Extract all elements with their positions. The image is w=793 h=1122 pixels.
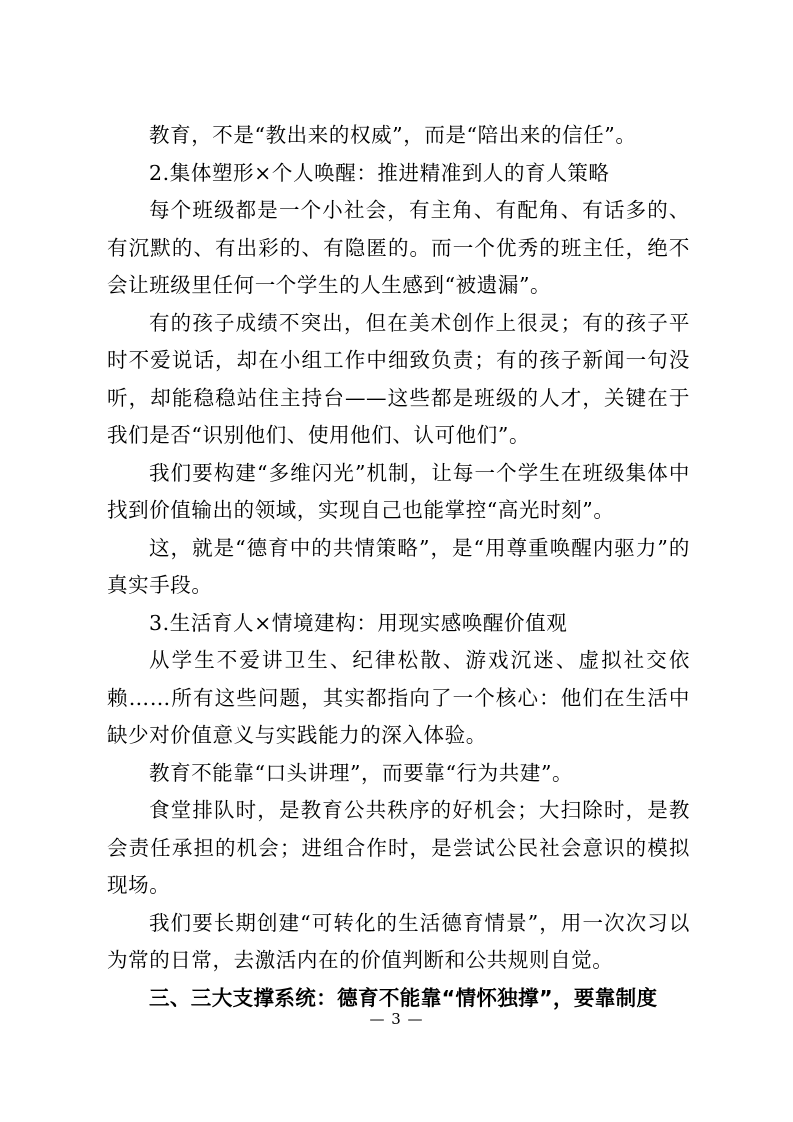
- paragraph: 这，就是“德育中的共情策略”，是“用尊重唤醒内驱力”的真实手段。: [107, 535, 690, 597]
- paragraph: 食堂排队时，是教育公共秩序的好机会；大扫除时，是教会责任承担的机会；进组合作时，是尝试公民社会意识的模拟现场。: [107, 798, 690, 897]
- paragraph: 从学生不爱讲卫生、纪律松散、游戏沉迷、虚拟社交依赖……所有这些问题，其实都指向了一个核心：他们在生活中缺少对价值意义与实践能力的深入体验。: [107, 648, 690, 747]
- section-heading: 三、三大支撑系统：德育不能靠“情怀独撑”，要靠制度: [149, 985, 658, 1010]
- paragraph: 我们要构建“多维闪光”机制，让每一个学生在班级集体中找到价值输出的领域，实现自己也能掌控“高光时刻”。: [107, 460, 690, 522]
- subsection-heading: 3.生活育人×情境建构：用现实感唤醒价值观: [149, 610, 568, 635]
- paragraph: 我们要长期创建“可转化的生活德育情景”，用一次次习以为常的日常，去激活内在的价值判断和公共规则自觉。: [107, 910, 690, 972]
- page-number: — 3 —: [369, 1010, 424, 1028]
- subsection-heading: 2.集体塑形×个人唤醒：推进精准到人的育人策略: [149, 160, 610, 185]
- paragraph: 教育不能靠“口头讲理”，而要靠“行为共建”。: [149, 760, 574, 785]
- paragraph: 教育，不是“教出来的权威”，而是“陪出来的信任”。: [149, 123, 637, 147]
- paragraph: 每个班级都是一个小社会，有主角、有配角、有话多的、有沉默的、有出彩的、有隐匿的。而一个优秀的班主任，绝不会让班级里任何一个学生的人生感到“被遗漏”。: [107, 198, 690, 297]
- document-body: [107, 117, 690, 1017]
- paragraph: 有的孩子成绩不突出，但在美术创作上很灵；有的孩子平时不爱说话，却在小组工作中细致负责；有的孩子新闻一句没听，却能稳稳站住主持台——这些都是班级的人才，关键在于我们是否“识别他们、使用他们、认可他们”。: [107, 310, 690, 447]
